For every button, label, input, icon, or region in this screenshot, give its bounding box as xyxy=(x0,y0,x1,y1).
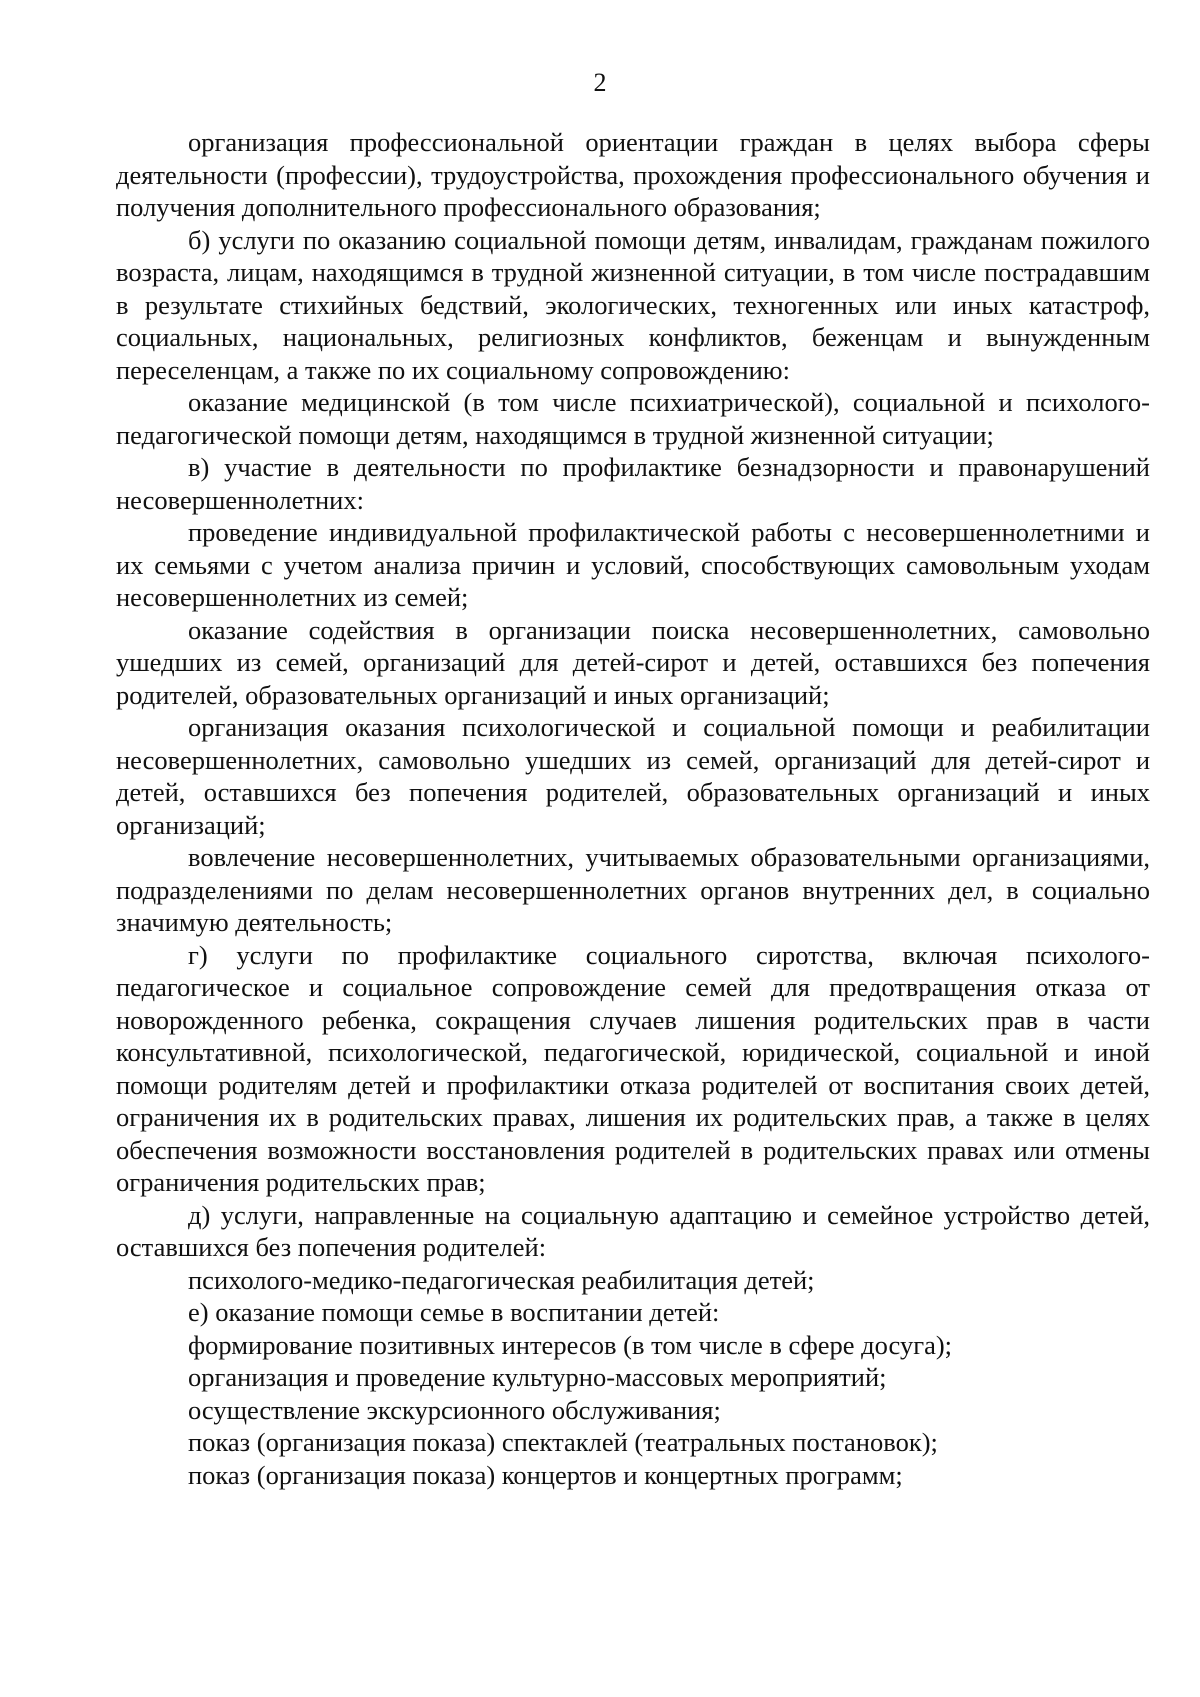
paragraph: е) оказание помощи семье в воспитании детей: xyxy=(188,1297,720,1327)
paragraph: организация профессиональной ориентации граждан в целях выбора сферы деятельности (профессии), трудоустройства, прохождения профессионального обучения и получения дополнительного профессионального образования; xyxy=(116,127,1150,222)
paragraph: г) услуги по профилактике социального сиротства, включая психолого-педагогическое и социальное сопровождение семей для предотвращения отказа от новорожденного ребенка, сокращения случаев лишения родительских прав в части консультативной, психологической, педагогической, юридической, социальной и иной помощи родителям детей и профилактики отказа родителей от воспитания своих детей, ограничения их в родительских правах, лишения их родительских прав, а также в целях обеспечения возможности восстановления родителей в родительских правах или отмены ограничения родительских прав; xyxy=(116,939,1150,1197)
paragraph: б) услуги по оказанию социальной помощи детям, инвалидам, гражданам пожилого возраста, лицам, находящимся в трудной жизненной ситуации, в том числе пострадавшим в результате стихийных бедствий, экологических, техногенных или иных катастроф, социальных, национальных, религиозных конфликтов, беженцам и вынужденным переселенцам, а также по их социальному сопровождению: xyxy=(116,224,1150,385)
page-number: 2 xyxy=(593,68,607,97)
paragraph: вовлечение несовершеннолетних, учитываемых образовательными организациями, подразделениями по делам несовершеннолетних органов внутренних дел, в социально значимую деятельность; xyxy=(116,842,1150,937)
paragraph: организация и проведение культурно-массовых мероприятий; xyxy=(188,1362,887,1392)
paragraph: оказание медицинской (в том числе психиатрической), социальной и психолого-педагогической помощи детям, находящимся в трудной жизненной ситуации; xyxy=(116,387,1150,450)
paragraph: осуществление экскурсионного обслуживания; xyxy=(188,1394,721,1425)
paragraph: проведение индивидуальной профилактической работы с несовершеннолетними и их семьями с учетом анализа причин и условий, способствующих самовольным уходам несовершеннолетних из семей; xyxy=(116,517,1150,612)
paragraph: д) услуги, направленные на социальную адаптацию и семейное устройство детей, оставшихся без попечения родителей: xyxy=(116,1199,1150,1262)
paragraph: психолого-медико-педагогическая реабилитация детей; xyxy=(188,1264,815,1295)
paragraph: в) участие в деятельности по профилактике безнадзорности и правонарушений несовершеннолетних: xyxy=(116,452,1150,515)
paragraph: организация оказания психологической и социальной помощи и реабилитации несовершеннолетних, самовольно ушедших из семей, организаций для детей-сирот и детей, оставшихся без попечения родителей, образовательных организаций и иных организаций; xyxy=(116,712,1150,840)
paragraph: показ (организация показа) спектаклей (театральных постановок); xyxy=(188,1427,938,1457)
paragraph: показ (организация показа) концертов и концертных программ; xyxy=(188,1459,903,1490)
paragraph: формирование позитивных интересов (в том числе в сфере досуга); xyxy=(188,1329,953,1360)
paragraph: оказание содействия в организации поиска несовершеннолетних, самовольно ушедших из семей, организаций для детей-сирот и детей, оставшихся без попечения родителей, образовательных организаций и иных организаций; xyxy=(116,614,1150,710)
document-body xyxy=(116,126,1150,1491)
